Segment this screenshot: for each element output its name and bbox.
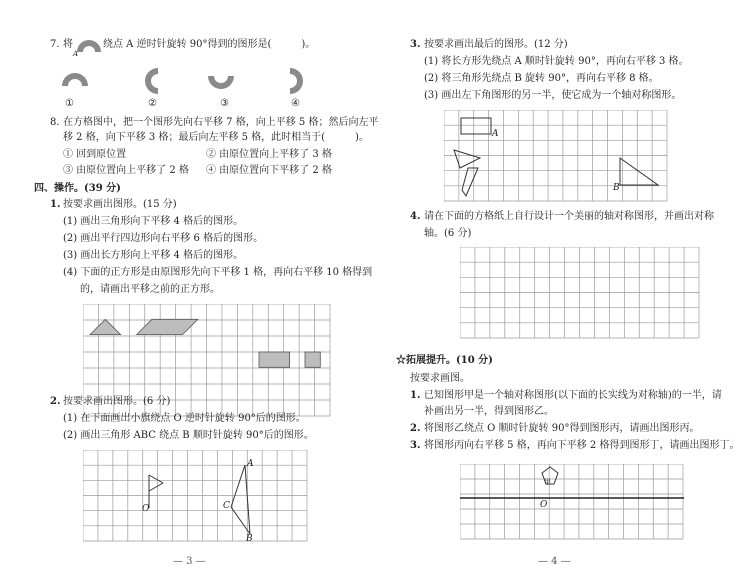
q7-semicircle-figure [74,34,104,56]
op1-rectangle [259,352,290,367]
op1-title: 按要求画出图形。(15 分) [63,199,177,210]
op2-title: 按要求画出图形。(6 分) [63,396,171,407]
page-number-left: — 3 — [173,556,206,567]
op1-item-4: (4) 下面的正方形是由原图形先向下平移 1 格，再向右平移 10 格得到 [63,267,373,278]
op2-item-1: (1) 在下面画出小旗绕点 O 逆时针旋转 90°后的图形。 [63,413,306,424]
q7-text-before: 将 [63,39,73,50]
q7-option-2[interactable]: ② [148,98,157,109]
section-4-title: 四、操作。(39 分) [34,183,121,194]
q7-option-figures [58,64,318,100]
op2-grid[interactable] [83,450,308,542]
q7-option-4-figure [290,68,303,94]
op3-title: 按要求画出最后的图形。(12 分) [424,39,568,50]
ext-item-2-number: 2. [410,423,421,434]
op1-triangle [90,319,121,334]
q7-option-1-figure [62,73,88,86]
op1-item-3: (3) 画出长方形向上平移 4 格后的图形。 [63,250,244,261]
op1-number: 1. [50,199,61,210]
op2-label-c: C [223,501,230,511]
op3-grid[interactable] [444,110,668,202]
op1-parallelogram [137,319,198,334]
ext-label-jia: 甲 [544,478,551,486]
q8-option-3[interactable]: ③ 由原位置向上平移了 2 格 [63,165,189,176]
q7-text-after: 绕点 A 逆时针旋转 90°得到的图形是( )。 [103,39,316,50]
q8-line2: 移 2 格，向下平移 3 格；最后向左平移 5 格，此时相当于( )。 [63,132,369,143]
q7-number: 7. [50,39,60,50]
op2-item-2: (2) 画出三角形 ABC 绕点 B 顺时针旋转 90°后的图形。 [63,430,314,441]
ext-item-3-line1: 将图形丙向右平移 5 格，再向下平移 2 格得到图形丁，请画出图形丁。 [424,440,740,451]
op3-number: 3. [410,39,421,50]
q7-option-3[interactable]: ③ [220,98,229,109]
op4-line1: 请在下面的方格纸上自行设计一个美丽的轴对称图形，并画出对称 [424,211,714,222]
op1-item-4-cont: 的，请画出平移之前的正方形。 [80,284,220,295]
ext-label-o: O [540,500,548,510]
ext-item-2-line1: 将图形乙绕点 O 顺时针旋转 90°得到图形丙，请画出图形丙。 [424,423,700,434]
op3-item-1: (1) 将长方形先绕点 A 顺时针旋转 90°，再向右平移 3 格。 [424,56,689,67]
op4-number: 4. [410,211,421,222]
op1-item-1: (1) 画出三角形向下平移 4 格后的图形。 [63,216,244,227]
q8-option-1[interactable]: ① 回到原位置 [63,149,127,160]
q7-option-1[interactable]: ① [65,98,74,109]
op3-item-3: (3) 画出左下角图形的另一半，使它成为一个轴对称图形。 [424,90,682,101]
q8-line1: 在方格图中，把一个图形先向右平移 7 格，向上平移 5 格；然后向左平 [63,117,379,128]
ext-item-1-line2: 补画出另一半，得到图形乙。 [424,406,554,417]
op2-number: 2. [50,396,61,407]
q8-option-4[interactable]: ④ 由原位置向下平移了 2 格 [206,165,332,176]
op3-item-2: (2) 将三角形先绕点 B 旋转 90°，再向右平移 8 格。 [424,73,659,84]
q7-point-label: A [73,50,79,58]
extension-title: ☆拓展提升。(10 分) [396,355,493,366]
op1-item-2: (2) 画出平行四边形向右平移 6 格后的图形。 [63,233,264,244]
op2-flag [149,475,163,508]
q7-option-4[interactable]: ④ [291,98,300,109]
op3-rectangle [461,118,491,134]
op3-left-figure [454,150,480,196]
extension-intro: 按要求画图。 [410,373,470,384]
page-number-right: — 4 — [538,556,571,567]
q8-option-2[interactable]: ② 由原位置向上平移了 3 格 [206,149,332,160]
op2-label-b: B [246,534,253,544]
q7-option-2-figure [145,68,158,94]
ext-item-1-number: 1. [410,390,421,401]
op3-label-a: A [492,129,499,139]
ext-grid[interactable] [460,464,684,540]
op4-line2: 轴。(6 分) [424,228,472,239]
q8-number: 8. [50,117,60,128]
op3-label-b: B [613,183,620,193]
ext-item-3-number: 3. [410,440,421,451]
op1-square [305,352,320,367]
op2-label-a: A [247,459,254,469]
op2-label-o: O [142,504,150,514]
op4-grid[interactable] [460,247,700,339]
q7-option-3-figure [208,76,234,89]
ext-item-1-line1: 已知图形甲是一个轴对称图形(以下面的长实线为对称轴)的一半，请 [424,390,722,401]
